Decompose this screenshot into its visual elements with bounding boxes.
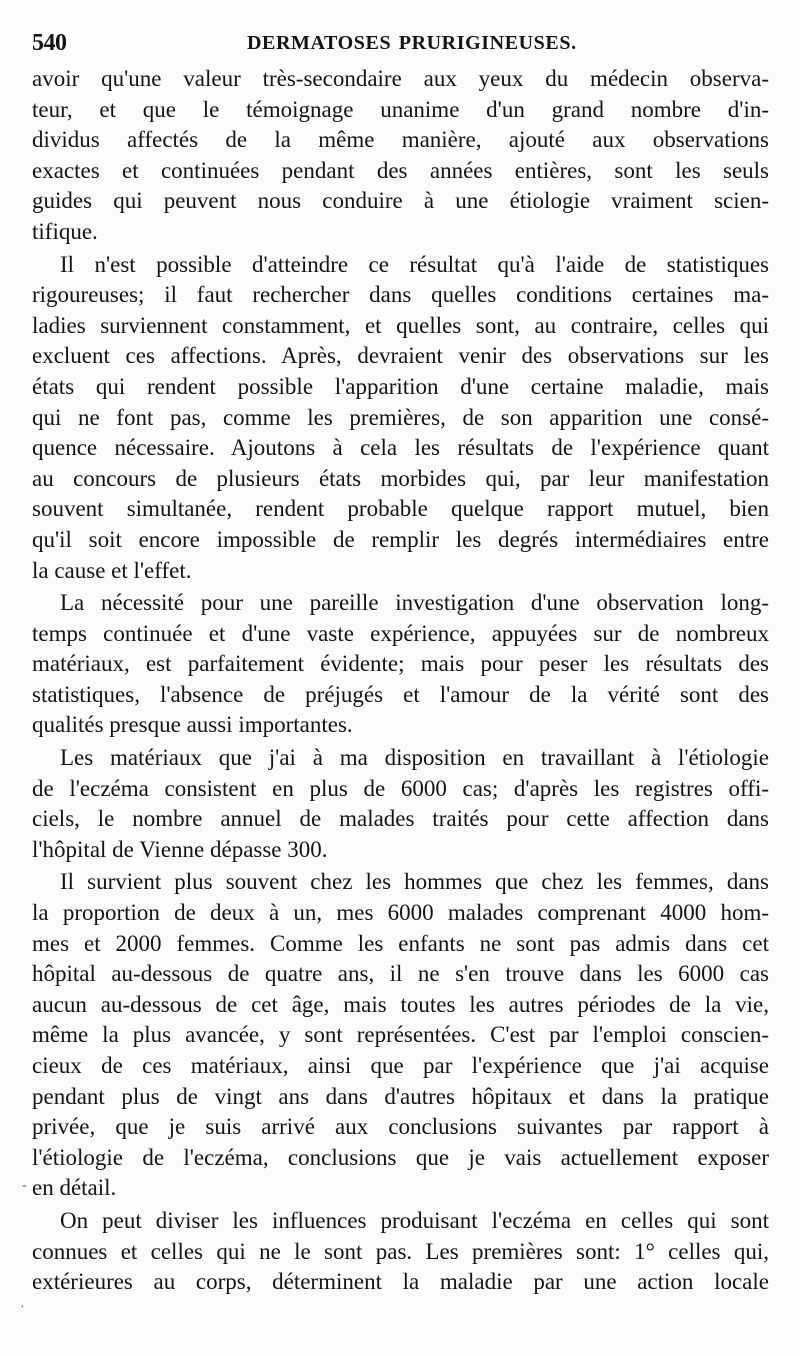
text-line: mes et 2000 femmes. Comme les enfants ne sont pas admis dans cet: [32, 930, 769, 956]
text-line: tifique.: [32, 218, 98, 244]
text-line: Il survient plus souvent chez les hommes que chez les femmes, dans: [60, 869, 769, 895]
text-line: rigoureuses; il faut rechercher dans quelles conditions certaines ma-: [32, 282, 769, 308]
text-line: privée, que je suis arrivé aux conclusions suivantes par rapport à: [32, 1114, 769, 1140]
text-line: On peut diviser les influences produisant l'eczéma en celles qui sont: [60, 1207, 769, 1233]
page-number: 540: [32, 30, 67, 56]
running-head: [32, 30, 770, 60]
text-line: ciels, le nombre annuel de malades traités pour cette affection dans: [32, 806, 769, 832]
text-line: qui ne font pas, comme les premières, de son apparition une consé-: [32, 404, 769, 430]
text-line: qualités presque aussi importantes.: [32, 712, 353, 738]
text-line: hôpital au-dessous de quatre ans, il ne s'en trouve dans les 6000 cas: [32, 961, 769, 987]
text-line: quence nécessaire. Ajoutons à cela les résultats de l'expérience quant: [32, 435, 769, 461]
text-line: qu'il soit encore impossible de remplir les degrés intermédiaires entre: [32, 526, 769, 552]
text-line: extérieures au corps, déterminent la maladie par une action locale: [32, 1269, 769, 1295]
text-line: statistiques, l'absence de préjugés et l'amour de la vérité sont des: [32, 681, 769, 707]
text-line: La nécessité pour une pareille investigation d'une observation long-: [60, 590, 769, 616]
running-head-title: DERMATOSES PRURIGINEUSES.: [247, 32, 577, 54]
text-line: cieux de ces matériaux, ainsi que par l'expérience que j'ai acquise: [32, 1053, 769, 1078]
ink-speck: ·: [20, 1300, 25, 1315]
text-line: exactes et continuées pendant des années entières, sont les seuls: [32, 157, 769, 183]
text-line: connues et celles qui ne le sont pas. Les premières sont: 1° celles qui,: [32, 1238, 769, 1264]
text-line: aucun au-dessous de cet âge, mais toutes les autres périodes de la vie,: [32, 991, 769, 1017]
text-line: guides qui peuvent nous conduire à une étiologie vraiment scien-: [32, 188, 769, 214]
text-line: excluent ces affections. Après, devraient venir des observations sur les: [32, 343, 769, 369]
text-line: la proportion de deux à un, mes 6000 malades comprenant 4000 hom-: [32, 900, 769, 926]
body-text: [32, 64, 769, 1298]
text-line: souvent simultanée, rendent probable quelque rapport mutuel, bien: [32, 496, 769, 522]
text-line: pendant plus de vingt ans dans d'autres hôpitaux et dans la pratique: [32, 1083, 769, 1109]
text-line: l'hôpital de Vienne dépasse 300.: [32, 836, 328, 862]
text-line: avoir qu'une valeur très-secondaire aux yeux du médecin observa-: [32, 66, 769, 91]
ink-speck: -: [22, 1178, 27, 1193]
text-line: de l'eczéma consistent en plus de 6000 cas; d'après les registres offi-: [32, 775, 769, 801]
text-line: Il n'est possible d'atteindre ce résultat qu'à l'aide de statistiques: [60, 251, 769, 277]
text-line: dividus affectés de la même manière, ajouté aux observations: [32, 127, 769, 153]
text-line: teur, et que le témoignage unanime d'un grand nombre d'in-: [32, 96, 769, 122]
text-line: états qui rendent possible l'apparition d'une certaine maladie, mais: [32, 373, 769, 399]
text-line: la cause et l'effet.: [32, 557, 192, 583]
text-line: au concours de plusieurs états morbides qui, par leur manifestation: [32, 465, 769, 491]
text-line: ladies surviennent constamment, et quelles sont, au contraire, celles qui: [32, 312, 769, 338]
text-line: Les matériaux que j'ai à ma disposition en travaillant à l'étiologie: [60, 745, 769, 771]
text-line: même la plus avancée, y sont représentées. C'est par l'emploi conscien-: [32, 1022, 769, 1048]
text-line: matériaux, est parfaitement évidente; mais pour peser les résultats des: [32, 651, 769, 677]
text-line: l'étiologie de l'eczéma, conclusions que je vais actuellement exposer: [32, 1144, 769, 1170]
text-line: temps continuée et d'une vaste expérience, appuyées sur de nombreux: [32, 620, 769, 646]
text-line: en détail.: [32, 1175, 117, 1201]
